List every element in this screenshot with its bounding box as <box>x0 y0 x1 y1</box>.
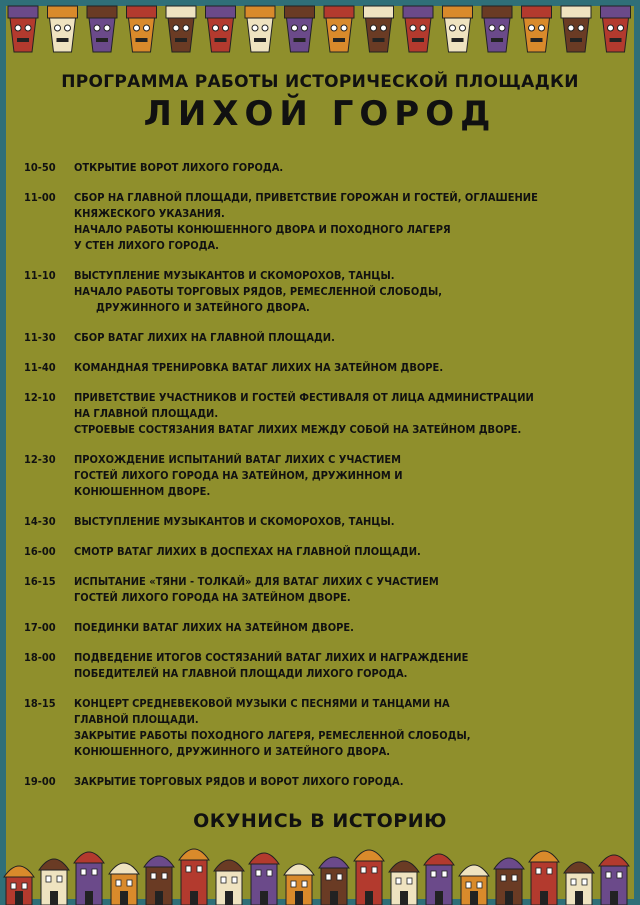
schedule-line: ЗАКРЫТИЕ РАБОТЫ ПОХОДНОГО ЛАГЕРЯ, РЕМЕСЛЕННОЙ СЛОБОДЫ, <box>74 729 471 742</box>
schedule-line: СБОР ВАТАГ ЛИХИХ НА ГЛАВНОЙ ПЛОЩАДИ. <box>74 331 335 344</box>
town-building <box>4 866 34 905</box>
totem-mask <box>166 6 196 52</box>
schedule-time: 14-30 <box>24 515 56 528</box>
schedule-time: 16-00 <box>24 545 56 558</box>
schedule-line: ДРУЖИННОГО И ЗАТЕЙНОГО ДВОРА. <box>96 301 310 314</box>
totem-mask <box>127 6 157 52</box>
schedule-item <box>24 620 620 636</box>
schedule-time: 12-10 <box>24 391 56 404</box>
schedule-line: ИСПЫТАНИЕ «ТЯНИ - ТОЛКАЙ» ДЛЯ ВАТАГ ЛИХИХ С УЧАСТИЕМ <box>74 575 439 588</box>
town-building <box>424 854 454 905</box>
schedule-line: СБОР НА ГЛАВНОЙ ПЛОЩАДИ, ПРИВЕТСТВИЕ ГОРОЖАН И ГОСТЕЙ, ОГЛАШЕНИЕ <box>74 191 538 204</box>
schedule-description <box>74 330 620 346</box>
town-building <box>459 865 489 905</box>
schedule-line: СМОТР ВАТАГ ЛИХИХ В ДОСПЕХАХ НА ГЛАВНОЙ ПЛОЩАДИ. <box>74 545 421 558</box>
totem-mask <box>522 6 552 52</box>
schedule-line: КНЯЖЕСКОГО УКАЗАНИЯ. <box>74 207 225 220</box>
schedule-item <box>24 190 620 254</box>
town-building <box>144 856 174 905</box>
schedule-line: КОНЮШЕННОГО, ДРУЖИННОГО И ЗАТЕЙНОГО ДВОРА. <box>74 745 391 758</box>
schedule-item <box>24 160 620 176</box>
schedule-time: 19-00 <box>24 775 56 788</box>
schedule-item <box>24 360 620 376</box>
schedule-line: ВЫСТУПЛЕНИЕ МУЗЫКАНТОВ И СКОМОРОХОВ, ТАНЦЫ. <box>74 515 395 528</box>
town-building <box>179 849 209 905</box>
schedule-line: СТРОЕВЫЕ СОСТЯЗАНИЯ ВАТАГ ЛИХИХ МЕЖДУ СОБОЙ НА ЗАТЕЙНОМ ДВОРЕ. <box>74 423 522 436</box>
schedule-item <box>24 452 620 500</box>
schedule-line: ГОСТЕЙ ЛИХОГО ГОРОДА НА ЗАТЕЙНОМ, ДРУЖИННОМ И <box>74 469 403 482</box>
town-building <box>529 851 559 905</box>
schedule-description <box>74 452 620 500</box>
schedule-line: КОНЦЕРТ СРЕДНЕВЕКОВОЙ МУЗЫКИ С ПЕСНЯМИ И ТАНЦАМИ НА <box>74 697 450 710</box>
town-building <box>214 860 244 905</box>
schedule-item <box>24 544 620 560</box>
schedule-description <box>74 360 620 376</box>
schedule-line: ГОСТЕЙ ЛИХОГО ГОРОДА НА ЗАТЕЙНОМ ДВОРЕ. <box>74 591 351 604</box>
town-building <box>109 863 139 905</box>
schedule-description <box>74 160 620 176</box>
page-subtitle: ЛИХОЙ ГОРОД <box>143 94 497 134</box>
town-building <box>284 864 314 905</box>
schedule-time: 16-15 <box>24 575 56 588</box>
schedule-line: КОМАНДНАЯ ТРЕНИРОВКА ВАТАГ ЛИХИХ НА ЗАТЕЙНОМ ДВОРЕ. <box>74 361 444 374</box>
schedule-description <box>74 620 620 636</box>
town-building <box>74 852 104 905</box>
totem-mask <box>8 6 38 52</box>
schedule-description <box>74 696 620 760</box>
top-ornament-border <box>0 0 640 62</box>
schedule-description <box>74 574 620 606</box>
totem-mask <box>285 6 315 52</box>
schedule-time: 18-15 <box>24 697 56 710</box>
totem-masks-ornament <box>0 0 640 62</box>
schedule-line: ГЛАВНОЙ ПЛОЩАДИ. <box>74 713 199 726</box>
schedule-description <box>74 544 620 560</box>
schedule-line: НАЧАЛО РАБОТЫ КОНЮШЕННОГО ДВОРА И ПОХОДНОГО ЛАГЕРЯ <box>74 223 451 236</box>
schedule-description <box>74 650 620 682</box>
schedule-item <box>24 650 620 682</box>
town-building <box>39 859 69 905</box>
schedule-description <box>74 190 620 254</box>
schedule-description <box>74 268 620 316</box>
totem-mask <box>206 6 236 52</box>
totem-mask <box>364 6 394 52</box>
totem-mask <box>245 6 275 52</box>
town-building <box>249 853 279 905</box>
town-building <box>494 858 524 905</box>
schedule-item <box>24 268 620 316</box>
totem-mask <box>482 6 512 52</box>
schedule-line: У СТЕН ЛИХОГО ГОРОДА. <box>74 239 219 252</box>
totem-mask <box>324 6 354 52</box>
schedule-item <box>24 390 620 438</box>
schedule-line: КОНЮШЕННОМ ДВОРЕ. <box>74 485 211 498</box>
schedule-list <box>24 160 620 804</box>
schedule-line: ЗАКРЫТИЕ ТОРГОВЫХ РЯДОВ И ВОРОТ ЛИХОГО ГОРОДА. <box>74 775 404 788</box>
schedule-time: 11-40 <box>24 361 56 374</box>
schedule-time: 11-00 <box>24 191 56 204</box>
totem-mask <box>87 6 117 52</box>
town-building <box>354 850 384 905</box>
town-building <box>599 855 629 905</box>
schedule-item <box>24 574 620 606</box>
totem-mask <box>48 6 78 52</box>
totem-mask <box>601 6 631 52</box>
schedule-line: ПОДВЕДЕНИЕ ИТОГОВ СОСТЯЗАНИЙ ВАТАГ ЛИХИХ И НАГРАЖДЕНИЕ <box>74 651 469 664</box>
schedule-item <box>24 696 620 760</box>
totem-mask <box>443 6 473 52</box>
town-building <box>564 862 594 905</box>
schedule-item <box>24 330 620 346</box>
towns-ornament <box>0 827 640 905</box>
schedule-line: ПРИВЕТСТВИЕ УЧАСТНИКОВ И ГОСТЕЙ ФЕСТИВАЛЯ ОТ ЛИЦА АДМИНИСТРАЦИИ <box>74 391 534 404</box>
schedule-line: ОТКРЫТИЕ ВОРОТ ЛИХОГО ГОРОДА. <box>74 161 284 174</box>
schedule-time: 18-00 <box>24 651 56 664</box>
schedule-line: НАЧАЛО РАБОТЫ ТОРГОВЫХ РЯДОВ, РЕМЕСЛЕННОЙ СЛОБОДЫ, <box>74 285 443 298</box>
schedule-line: ПОБЕДИТЕЛЕЙ НА ГЛАВНОЙ ПЛОЩАДИ ЛИХОГО ГОРОДА. <box>74 667 408 680</box>
schedule-time: 11-30 <box>24 331 56 344</box>
totem-mask <box>561 6 591 52</box>
bottom-ornament-border <box>0 827 640 905</box>
schedule-item <box>24 774 620 790</box>
schedule-line: ПОЕДИНКИ ВАТАГ ЛИХИХ НА ЗАТЕЙНОМ ДВОРЕ. <box>74 621 354 634</box>
schedule-time: 17-00 <box>24 621 56 634</box>
town-building <box>389 861 419 905</box>
schedule-description <box>74 390 620 438</box>
schedule-description <box>74 774 620 790</box>
schedule-time: 10-50 <box>24 161 56 174</box>
schedule-description <box>74 514 620 530</box>
totem-mask <box>403 6 433 52</box>
schedule-time: 12-30 <box>24 453 56 466</box>
town-building <box>319 857 349 905</box>
schedule-time: 11-10 <box>24 269 56 282</box>
schedule-item <box>24 514 620 530</box>
page-title: ПРОГРАММА РАБОТЫ ИСТОРИЧЕСКОЙ ПЛОЩАДКИ <box>61 72 579 92</box>
schedule-line: ВЫСТУПЛЕНИЕ МУЗЫКАНТОВ И СКОМОРОХОВ, ТАНЦЫ. <box>74 269 395 282</box>
schedule-line: ПРОХОЖДЕНИЕ ИСПЫТАНИЙ ВАТАГ ЛИХИХ С УЧАСТИЕМ <box>74 453 401 466</box>
footer-slogan: ОКУНИСЬ В ИСТОРИЮ <box>193 810 447 832</box>
schedule-line: НА ГЛАВНОЙ ПЛОЩАДИ. <box>74 407 219 420</box>
